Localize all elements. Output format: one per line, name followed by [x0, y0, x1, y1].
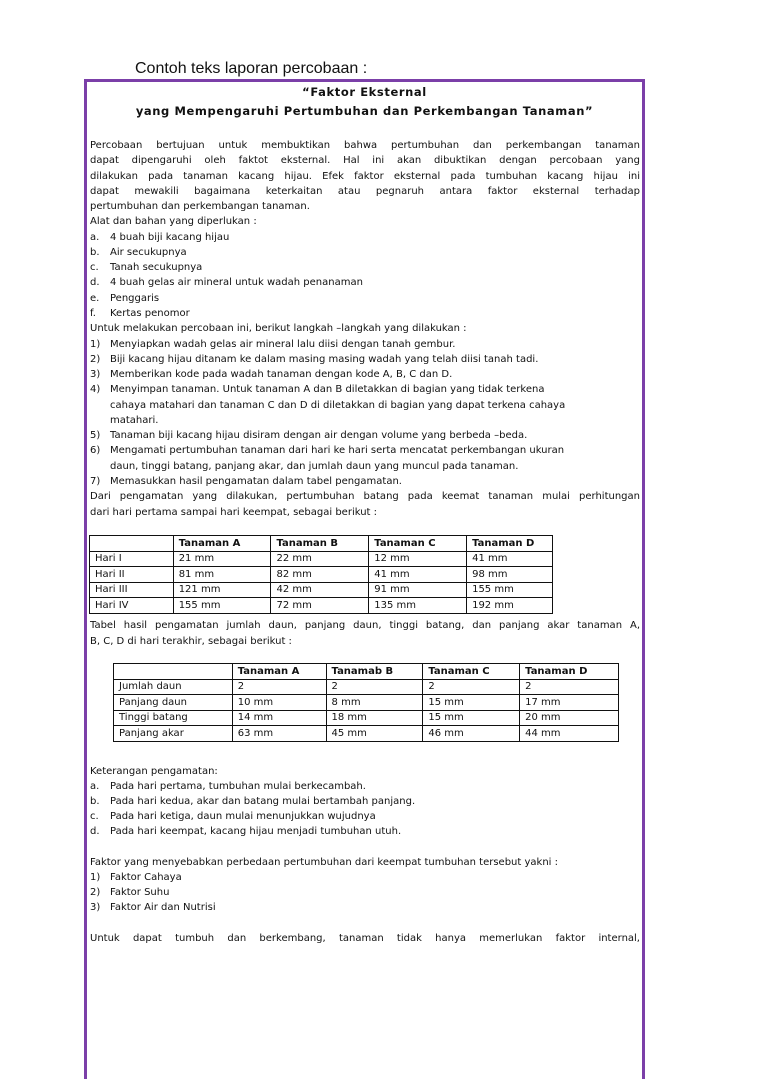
- table-header-row: [90, 536, 553, 552]
- list-text: Tanah secukupnya: [110, 262, 203, 273]
- table-cell: Panjang akar: [114, 726, 233, 742]
- table-row: [114, 695, 619, 711]
- table-cell: 2: [326, 679, 423, 695]
- list-text: Pada hari ketiga, daun mulai menunjukkan wujudnya: [110, 811, 376, 822]
- list-marker: d.: [90, 826, 100, 837]
- table-cell: Hari IV: [90, 598, 174, 614]
- table2-intro-line: Tabel hasil pengamatan jumlah daun, panjang daun, tinggi batang, dan panjang akar tanaman A,: [90, 620, 640, 631]
- table-cell: 14 mm: [232, 710, 326, 726]
- list-marker: 3): [90, 902, 101, 913]
- list-text: Menyimpan tanaman. Untuk tanaman A dan B diletakkan di bagian yang tidak terkena: [110, 384, 545, 395]
- list-text: Memberikan kode pada wadah tanaman dengan kode A, B, C dan D.: [110, 369, 453, 380]
- table-cell: 121 mm: [173, 582, 271, 598]
- table-cell: 91 mm: [369, 582, 467, 598]
- observation-intro-line: Dari pengamatan yang dilakukan, pertumbuhan batang pada keemat tanaman mulai perhitungan: [90, 491, 640, 502]
- table-cell: 12 mm: [369, 551, 467, 567]
- report-title-line-2: yang Mempengaruhi Pertumbuhan dan Perkembangan Tanaman”: [135, 104, 594, 118]
- list-marker: 2): [90, 354, 101, 365]
- list-text: Memasukkan hasil pengamatan dalam tabel pengamatan.: [110, 476, 402, 487]
- intro-line: dilakukan pada tanaman kacang hijau. Efek faktor eksternal pada tumbuhan kacang hijau ini: [90, 171, 640, 182]
- table-cell: Hari I: [90, 551, 174, 567]
- list-text: Menyiapkan wadah gelas air mineral lalu diisi dengan tanah gembur.: [110, 339, 456, 350]
- table-cell: 63 mm: [232, 726, 326, 742]
- list-marker: 7): [90, 476, 101, 487]
- observation-intro-line: dari hari pertama sampai hari keempat, sebagai berikut :: [90, 507, 378, 518]
- list-marker: 6): [90, 445, 101, 456]
- table-header-cell: Tanaman C: [423, 664, 520, 680]
- table-cell: 192 mm: [467, 598, 553, 614]
- list-marker: 2): [90, 887, 101, 898]
- table-cell: 8 mm: [326, 695, 423, 711]
- list-marker: c.: [90, 811, 99, 822]
- table-cell: 15 mm: [423, 710, 520, 726]
- table-cell: 2: [232, 679, 326, 695]
- table-cell: 22 mm: [271, 551, 369, 567]
- table-header-cell: [114, 664, 233, 680]
- table-header-cell: Tanaman A: [232, 664, 326, 680]
- table-header-cell: Tanaman C: [369, 536, 467, 552]
- table-header-row: [114, 664, 619, 680]
- table-cell: 41 mm: [369, 567, 467, 583]
- list-text: 4 buah biji kacang hijau: [110, 232, 230, 243]
- list-text: Faktor Air dan Nutrisi: [110, 902, 216, 913]
- list-text: Air secukupnya: [110, 247, 187, 258]
- list-text: Penggaris: [110, 293, 160, 304]
- table-row: [114, 679, 619, 695]
- list-text: Faktor Cahaya: [110, 872, 182, 883]
- table-cell: 10 mm: [232, 695, 326, 711]
- table-cell: Hari III: [90, 582, 174, 598]
- list-marker: 5): [90, 430, 101, 441]
- table-cell: 15 mm: [423, 695, 520, 711]
- table-cell: 81 mm: [173, 567, 271, 583]
- list-marker: a.: [90, 781, 100, 792]
- list-marker: f.: [90, 308, 96, 319]
- list-text: Biji kacang hijau ditanam ke dalam masing masing wadah yang telah diisi tanah tadi.: [110, 354, 539, 365]
- table-cell: 155 mm: [173, 598, 271, 614]
- list-marker: b.: [90, 796, 100, 807]
- list-text-continued: daun, tinggi batang, panjang akar, dan jumlah daun yang muncul pada tanaman.: [110, 461, 519, 472]
- list-text-continued: matahari.: [110, 415, 159, 426]
- final-observation-table: [113, 663, 619, 742]
- growth-table: [89, 535, 553, 614]
- list-marker: 4): [90, 384, 101, 395]
- table-row: [90, 598, 553, 614]
- list-marker: 1): [90, 339, 101, 350]
- table-header-cell: Tanaman A: [173, 536, 271, 552]
- table-row: [114, 726, 619, 742]
- table-cell: 82 mm: [271, 567, 369, 583]
- table-cell: 21 mm: [173, 551, 271, 567]
- intro-line: Percobaan bertujuan untuk membuktikan bahwa pertumbuhan dan perkembangan tanaman: [90, 140, 640, 151]
- list-text-continued: cahaya matahari dan tanaman C dan D di diletakkan di bagian yang dapat terkena cahaya: [110, 400, 566, 411]
- table-cell: 98 mm: [467, 567, 553, 583]
- list-text: Tanaman biji kacang hijau disiram dengan air dengan volume yang berbeda –beda.: [110, 430, 528, 441]
- list-marker: 1): [90, 872, 101, 883]
- list-marker: c.: [90, 262, 99, 273]
- table-header-cell: [90, 536, 174, 552]
- table-row: [114, 710, 619, 726]
- list-marker: a.: [90, 232, 100, 243]
- closing-line: Untuk dapat tumbuh dan berkembang, tanaman tidak hanya memerlukan faktor internal,: [90, 933, 640, 944]
- report-title-line-1: “Faktor Eksternal: [302, 85, 427, 99]
- table-header-cell: Tanamab B: [326, 664, 423, 680]
- page-heading: Contoh teks laporan percobaan :: [135, 60, 368, 77]
- table-cell: 2: [520, 679, 619, 695]
- table-cell: Jumlah daun: [114, 679, 233, 695]
- list-text: Pada hari keempat, kacang hijau menjadi tumbuhan utuh.: [110, 826, 402, 837]
- table-cell: 41 mm: [467, 551, 553, 567]
- table-header-cell: Tanaman D: [467, 536, 553, 552]
- intro-line: pertumbuhan dan perkembangan tanaman.: [90, 201, 310, 212]
- steps-heading: Untuk melakukan percobaan ini, berikut langkah –langkah yang dilakukan :: [90, 323, 467, 334]
- table-cell: 2: [423, 679, 520, 695]
- intro-line: dapat mewakili bagaimana keterkaitan atau pegnaruh antara faktor eksternal terhadap: [90, 186, 640, 197]
- intro-line: dapat dipengaruhi oleh faktot eksternal. Hal ini akan dibuktikan dengan percobaan yang: [90, 155, 640, 166]
- table-header-cell: Tanaman B: [271, 536, 369, 552]
- table-header-cell: Tanaman D: [520, 664, 619, 680]
- table-row: [90, 567, 553, 583]
- table-cell: 44 mm: [520, 726, 619, 742]
- list-marker: 3): [90, 369, 101, 380]
- table-cell: 72 mm: [271, 598, 369, 614]
- table-cell: 46 mm: [423, 726, 520, 742]
- table-cell: 155 mm: [467, 582, 553, 598]
- list-marker: d.: [90, 277, 100, 288]
- table-cell: 20 mm: [520, 710, 619, 726]
- table2-intro-line: B, C, D di hari terakhir, sebagai berikut :: [90, 636, 292, 647]
- list-text: Pada hari pertama, tumbuhan mulai berkecambah.: [110, 781, 366, 792]
- tools-heading: Alat dan bahan yang diperlukan :: [90, 216, 257, 227]
- list-text: Pada hari kedua, akar dan batang mulai bertambah panjang.: [110, 796, 416, 807]
- list-text: Mengamati pertumbuhan tanaman dari hari ke hari serta mencatat perkembangan ukuran: [110, 445, 565, 456]
- table-cell: Panjang daun: [114, 695, 233, 711]
- list-text: Faktor Suhu: [110, 887, 170, 898]
- list-text: 4 buah gelas air mineral untuk wadah penanaman: [110, 277, 363, 288]
- table-row: [90, 551, 553, 567]
- table-cell: 135 mm: [369, 598, 467, 614]
- list-marker: e.: [90, 293, 100, 304]
- table-cell: Tinggi batang: [114, 710, 233, 726]
- table-cell: Hari II: [90, 567, 174, 583]
- list-marker: b.: [90, 247, 100, 258]
- factors-heading: Faktor yang menyebabkan perbedaan pertumbuhan dari keempat tumbuhan tersebut yakni :: [90, 857, 558, 868]
- notes-heading: Keterangan pengamatan:: [90, 766, 218, 777]
- list-text: Kertas penomor: [110, 308, 190, 319]
- table-cell: 17 mm: [520, 695, 619, 711]
- table-cell: 18 mm: [326, 710, 423, 726]
- table-cell: 45 mm: [326, 726, 423, 742]
- table-row: [90, 582, 553, 598]
- table-cell: 42 mm: [271, 582, 369, 598]
